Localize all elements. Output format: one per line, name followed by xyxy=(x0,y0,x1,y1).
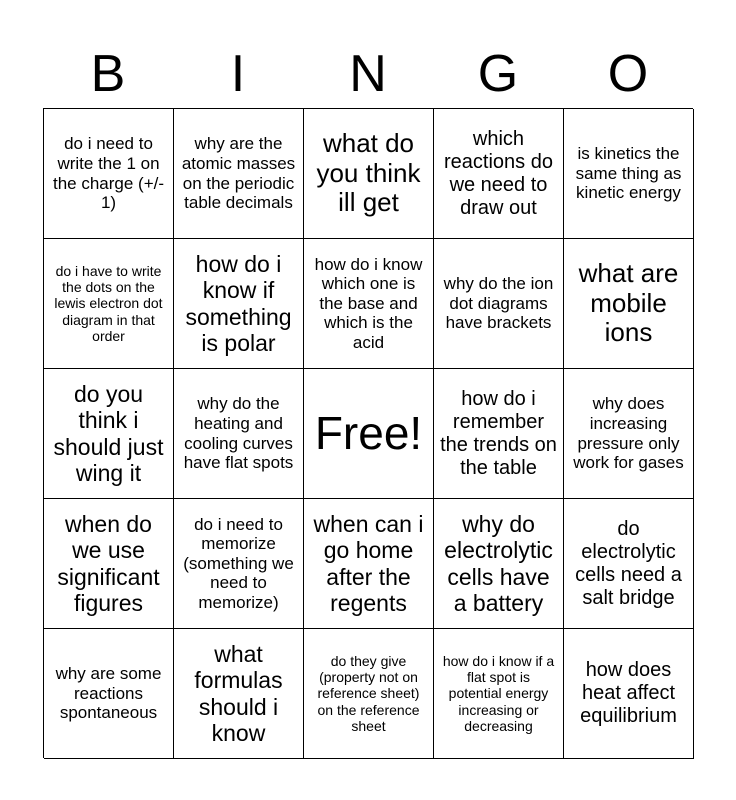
bingo-cell[interactable]: is kinetics the same thing as kinetic energy xyxy=(564,109,694,239)
free-space[interactable]: Free! xyxy=(304,369,434,499)
bingo-cell[interactable]: why do the ion dot diagrams have brackets xyxy=(434,239,564,369)
bingo-cell[interactable]: why are the atomic masses on the periodic table decimals xyxy=(174,109,304,239)
bingo-cell[interactable]: do you think i should just wing it xyxy=(44,369,174,499)
bingo-cell[interactable]: why do electrolytic cells have a battery xyxy=(434,499,564,629)
header-letter-o: O xyxy=(607,45,649,103)
bingo-cell[interactable]: how do i know which one is the base and which is the acid xyxy=(304,239,434,369)
bingo-header xyxy=(43,40,693,108)
bingo-cell[interactable]: do electrolytic cells need a salt bridge xyxy=(564,499,694,629)
bingo-cell[interactable]: when can i go home after the regents xyxy=(304,499,434,629)
bingo-cell[interactable]: how do i know if a flat spot is potential energy increasing or decreasing xyxy=(434,629,564,759)
header-letter-n: N xyxy=(349,45,387,103)
header-letter-b: B xyxy=(90,45,126,103)
bingo-cell[interactable]: do i need to memorize (something we need to memorize) xyxy=(174,499,304,629)
header-letter-g: G xyxy=(477,45,519,103)
bingo-cell[interactable]: what are mobile ions xyxy=(564,239,694,369)
bingo-cell[interactable]: when do we use significant figures xyxy=(44,499,174,629)
bingo-cell[interactable]: why are some reactions spontaneous xyxy=(44,629,174,759)
bingo-cell[interactable]: how do i know if something is polar xyxy=(174,239,304,369)
bingo-cell[interactable]: do they give (property not on reference sheet) on the reference sheet xyxy=(304,629,434,759)
bingo-cell[interactable]: why do the heating and cooling curves have flat spots xyxy=(174,369,304,499)
header-letter-i: I xyxy=(230,45,246,103)
bingo-cell[interactable]: how do i remember the trends on the table xyxy=(434,369,564,499)
bingo-cell[interactable]: which reactions do we need to draw out xyxy=(434,109,564,239)
bingo-cell[interactable]: why does increasing pressure only work for gases xyxy=(564,369,694,499)
bingo-board xyxy=(43,108,693,758)
bingo-cell[interactable]: do i need to write the 1 on the charge (+/- 1) xyxy=(44,109,174,239)
bingo-cell[interactable]: what do you think ill get xyxy=(304,109,434,239)
bingo-cell[interactable]: what formulas should i know xyxy=(174,629,304,759)
bingo-cell[interactable]: how does heat affect equilibrium xyxy=(564,629,694,759)
bingo-cell[interactable]: do i have to write the dots on the lewis electron dot diagram in that order xyxy=(44,239,174,369)
